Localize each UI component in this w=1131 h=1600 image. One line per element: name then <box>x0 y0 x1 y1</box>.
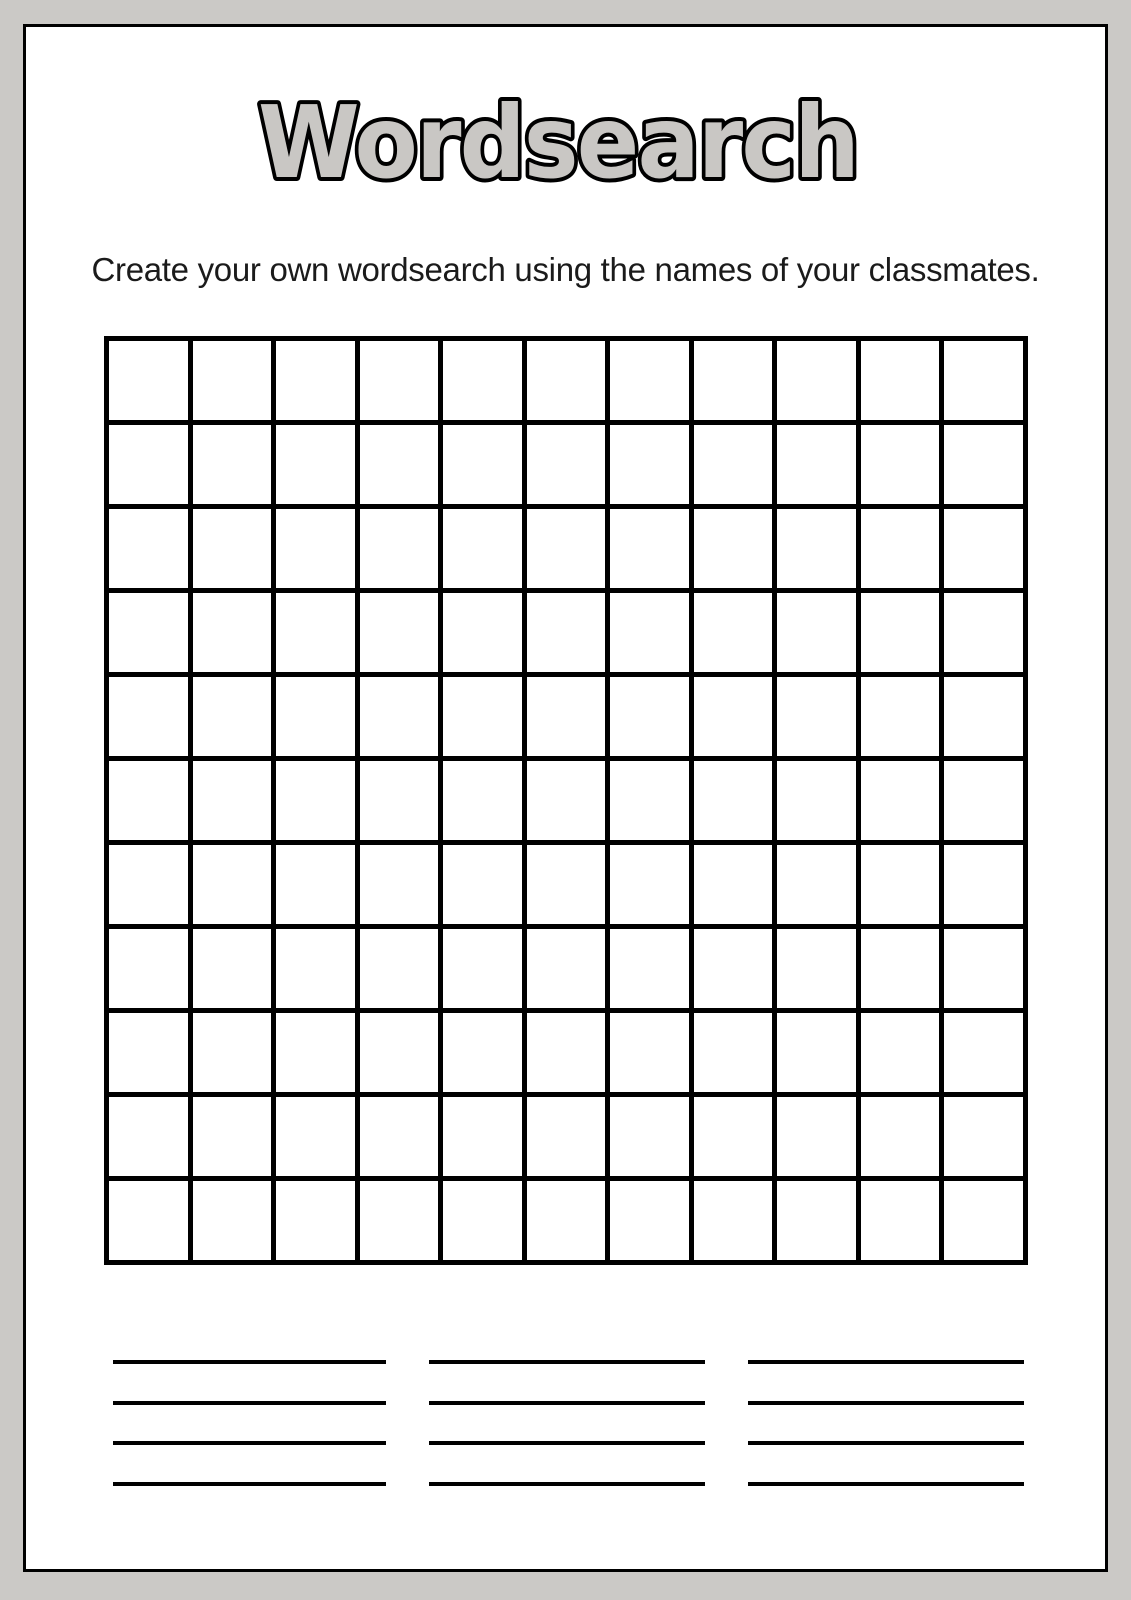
grid-cell <box>360 509 439 588</box>
grid-cell <box>861 425 940 504</box>
grid-cell <box>443 677 522 756</box>
answer-line <box>748 1482 1024 1486</box>
instructions-text: Create your own wordsearch using the names of your classmates. <box>91 251 1040 288</box>
grid-cell <box>944 929 1023 1008</box>
grid-cell <box>527 341 606 420</box>
grid-cell <box>861 1097 940 1176</box>
grid-cell <box>610 593 689 672</box>
grid-cell <box>109 929 188 1008</box>
grid-cell <box>694 929 773 1008</box>
grid-cell <box>276 1097 355 1176</box>
page-title: Wordsearch <box>258 84 858 201</box>
grid-cell <box>694 593 773 672</box>
grid-cell <box>193 1097 272 1176</box>
grid-cell <box>443 845 522 924</box>
grid-cell <box>861 677 940 756</box>
grid-cell <box>861 593 940 672</box>
grid-cell <box>944 1181 1023 1260</box>
grid-cell <box>861 929 940 1008</box>
grid-cell <box>777 761 856 840</box>
grid-cell <box>944 845 1023 924</box>
answer-line <box>748 1360 1024 1364</box>
answer-line <box>429 1360 705 1364</box>
grid-cell <box>193 509 272 588</box>
grid-cell <box>109 677 188 756</box>
grid-cell <box>694 1181 773 1260</box>
grid-cell <box>443 1097 522 1176</box>
answer-lines <box>113 1360 1024 1486</box>
grid-cell <box>276 1013 355 1092</box>
grid-cell <box>276 593 355 672</box>
grid-cell <box>861 1013 940 1092</box>
grid-cell <box>276 425 355 504</box>
grid-cell <box>944 509 1023 588</box>
grid-cell <box>694 341 773 420</box>
grid-cell <box>527 1013 606 1092</box>
grid-cell <box>694 677 773 756</box>
grid-cell <box>443 593 522 672</box>
grid-cell <box>443 509 522 588</box>
grid-cell <box>777 845 856 924</box>
grid-cell <box>193 1181 272 1260</box>
grid-cell <box>610 761 689 840</box>
worksheet-page-content <box>26 27 1105 1569</box>
grid-cell <box>861 761 940 840</box>
grid-cell <box>610 1013 689 1092</box>
grid-cell <box>527 425 606 504</box>
grid-cell <box>610 425 689 504</box>
grid-cell <box>944 341 1023 420</box>
grid-cell <box>944 1097 1023 1176</box>
grid-cell <box>443 929 522 1008</box>
grid-cell <box>443 341 522 420</box>
grid-cell <box>777 1097 856 1176</box>
grid-cell <box>527 1097 606 1176</box>
grid-cell <box>193 341 272 420</box>
grid-cell <box>861 1181 940 1260</box>
grid-cell <box>193 761 272 840</box>
grid-cell <box>109 761 188 840</box>
grid-cell <box>610 677 689 756</box>
grid-cell <box>694 425 773 504</box>
grid-cell <box>944 593 1023 672</box>
grid-cell <box>527 929 606 1008</box>
grid-cell <box>360 425 439 504</box>
grid-cell <box>360 845 439 924</box>
grid-cell <box>861 845 940 924</box>
grid-cell <box>610 929 689 1008</box>
grid-cell <box>527 593 606 672</box>
grid-cell <box>694 761 773 840</box>
grid-cell <box>109 509 188 588</box>
grid-cell <box>443 1181 522 1260</box>
answer-line <box>113 1441 386 1445</box>
grid-cell <box>777 1013 856 1092</box>
grid-cell <box>694 1013 773 1092</box>
grid-cell <box>360 929 439 1008</box>
grid-cell <box>527 677 606 756</box>
grid-cell <box>777 677 856 756</box>
title-banner <box>26 27 1105 227</box>
grid-cell <box>360 1013 439 1092</box>
grid-cell <box>694 845 773 924</box>
grid-cell <box>777 929 856 1008</box>
grid-cell <box>276 929 355 1008</box>
grid-cell <box>944 761 1023 840</box>
grid-cell <box>109 1097 188 1176</box>
grid-cell <box>777 593 856 672</box>
grid-cell <box>443 425 522 504</box>
grid-cell <box>360 677 439 756</box>
grid-cell <box>109 1013 188 1092</box>
grid-cell <box>527 1181 606 1260</box>
grid-cell <box>193 677 272 756</box>
wordsearch-grid <box>104 336 1028 1265</box>
grid-cell <box>109 845 188 924</box>
grid-cell <box>193 845 272 924</box>
answer-line <box>113 1360 386 1364</box>
grid-cell <box>610 845 689 924</box>
grid-cell <box>193 1013 272 1092</box>
grid-cell <box>944 1013 1023 1092</box>
grid-cell <box>944 425 1023 504</box>
answer-line <box>429 1441 705 1445</box>
answer-line <box>748 1401 1024 1405</box>
grid-cell <box>360 761 439 840</box>
grid-cell <box>360 1097 439 1176</box>
grid-cell <box>276 845 355 924</box>
grid-cell <box>861 509 940 588</box>
grid-cell <box>610 1097 689 1176</box>
grid-cell <box>193 425 272 504</box>
grid-cell <box>610 509 689 588</box>
grid-cell <box>109 341 188 420</box>
grid-cell <box>443 761 522 840</box>
grid-cell <box>777 425 856 504</box>
answer-lines-column <box>748 1360 1024 1486</box>
grid-cell <box>109 425 188 504</box>
grid-cell <box>527 845 606 924</box>
grid-cell <box>610 1181 689 1260</box>
grid-cell <box>360 341 439 420</box>
grid-cell <box>109 1181 188 1260</box>
answer-lines-column <box>113 1360 386 1486</box>
grid-cell <box>861 341 940 420</box>
grid-cell <box>276 1181 355 1260</box>
answer-line <box>429 1401 705 1405</box>
grid-cell <box>360 593 439 672</box>
answer-line <box>113 1482 386 1486</box>
grid-cell <box>276 677 355 756</box>
grid-cell <box>777 341 856 420</box>
grid-cell <box>777 509 856 588</box>
grid-cell <box>276 761 355 840</box>
grid-cell <box>527 761 606 840</box>
worksheet-page <box>23 24 1108 1572</box>
grid-cell <box>610 341 689 420</box>
grid-cell <box>777 1181 856 1260</box>
grid-cell <box>527 509 606 588</box>
answer-line <box>429 1482 705 1486</box>
grid-cell <box>193 593 272 672</box>
grid-cell <box>694 1097 773 1176</box>
answer-lines-column <box>429 1360 705 1486</box>
grid-cell <box>193 929 272 1008</box>
grid-cell <box>944 677 1023 756</box>
grid-cell <box>694 509 773 588</box>
grid-cell <box>276 509 355 588</box>
grid-cell <box>360 1181 439 1260</box>
answer-line <box>748 1441 1024 1445</box>
grid-cell <box>109 593 188 672</box>
grid-cell <box>276 341 355 420</box>
answer-line <box>113 1401 386 1405</box>
grid-cell <box>443 1013 522 1092</box>
